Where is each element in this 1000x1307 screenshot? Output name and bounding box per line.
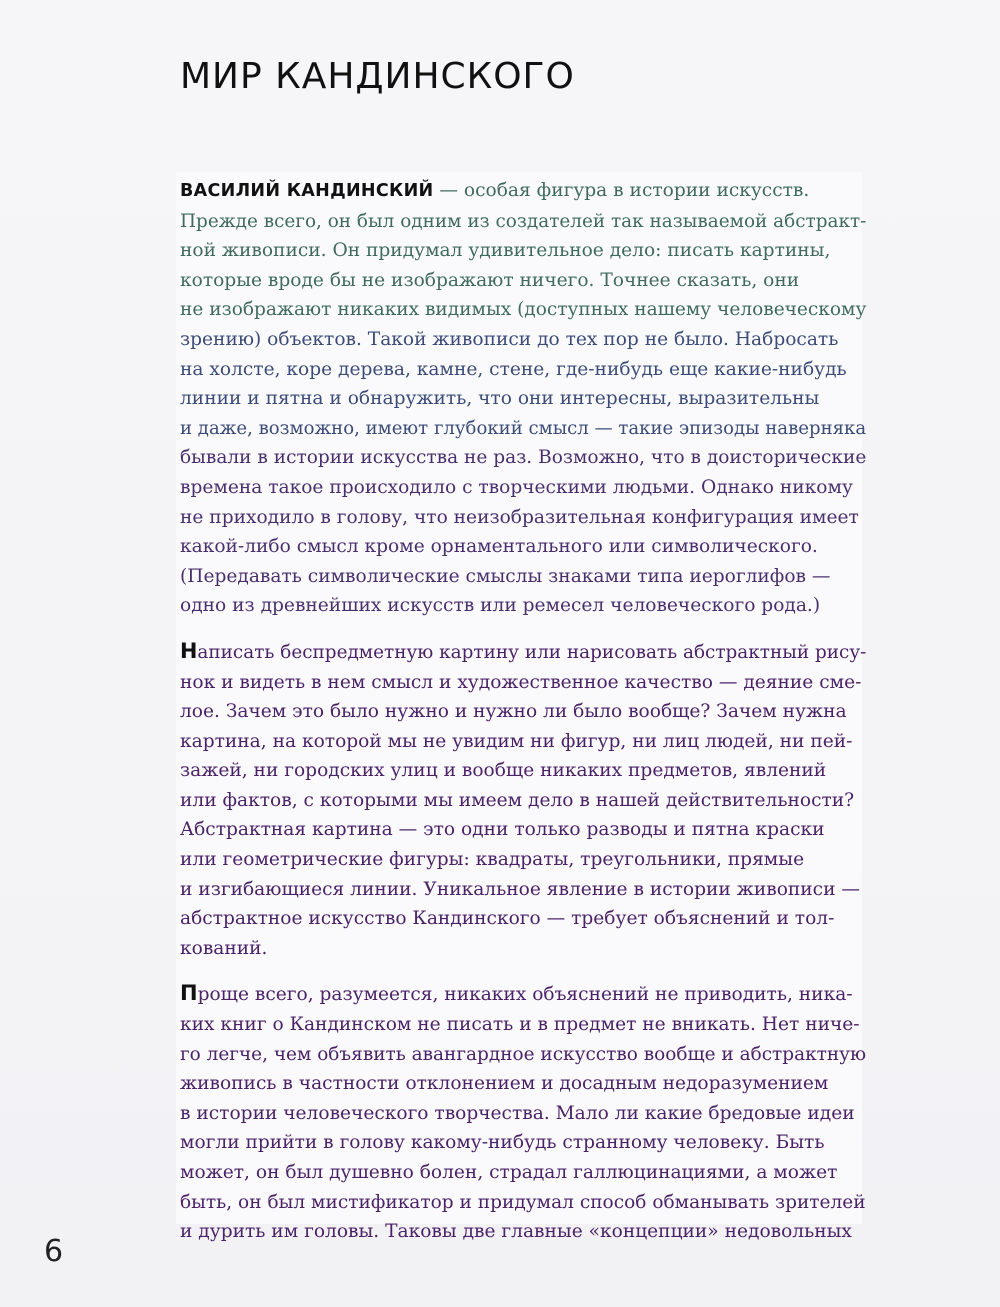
text-line xyxy=(180,637,867,668)
text-line xyxy=(180,979,870,1010)
text-line: картина, на которой мы не увидим ни фигур, ни лиц людей, ни пей- xyxy=(180,730,853,752)
text-line: могли прийти в голову какому-нибудь странному человеку. Быть xyxy=(180,1132,825,1154)
text-fragment: роще всего, разумеется, никаких объяснений не приводить, ника- xyxy=(197,984,853,1006)
body-text xyxy=(180,176,870,1247)
text-line: кований. xyxy=(180,937,268,959)
text-line: го легче, чем объявить авангардное искусство вообще и абстрактную xyxy=(180,1043,867,1065)
paragraph-1 xyxy=(180,176,870,621)
text-line: или фактов, с которыми мы имеем дело в нашей действительности? xyxy=(180,789,855,811)
text-line: (Передавать символические смыслы знаками типа иероглифов — xyxy=(180,565,831,587)
text-line: зрению) объектов. Такой живописи до тех пор не было. Набросать xyxy=(180,328,839,350)
text-line: на холсте, коре дерева, камне, стене, где-нибудь еще какие-нибудь xyxy=(180,358,847,380)
text-line: в истории человеческого творчества. Мало ли какие бредовые идеи xyxy=(180,1102,855,1124)
text-line xyxy=(180,176,870,207)
text-line: и дурить им головы. Таковы две главные «концепции» недовольных xyxy=(180,1221,852,1243)
initial-letter: П xyxy=(180,981,198,1006)
text-line: лое. Зачем это было нужно и нужно ли было вообще? Зачем нужна xyxy=(180,701,847,723)
text-line: ких книг о Кандинском не писать и в предмет не вникать. Нет ниче- xyxy=(180,1014,860,1036)
text-line: абстрактное искусство Кандинского — требует объяснений и тол- xyxy=(180,908,835,930)
text-line: линии и пятна и обнаружить, что они интересны, выразительны xyxy=(180,388,820,410)
text-line: может, он был душевно болен, страдал галлюцинациями, а может xyxy=(180,1162,838,1183)
text-line: времена такое происходило с творческими людьми. Однако никому xyxy=(180,476,853,498)
text-fragment: — особая фигура в истории искусств. xyxy=(433,180,810,201)
text-line: Абстрактная картина — это одни только разводы и пятна краски xyxy=(180,819,825,841)
text-line: одно из древнейших искусств или ремесел человеческого рода.) xyxy=(180,595,821,617)
text-line: которые вроде бы не изображают ничего. Точнее сказать, они xyxy=(180,269,800,291)
text-line: и изгибающиеся линии. Уникальное явление в истории живописи — xyxy=(180,878,860,900)
initial-letter: Н xyxy=(180,638,198,663)
chapter-title: МИР КАНДИНСКОГО xyxy=(180,56,575,97)
text-line: не изображают никаких видимых (доступных нашему человеческому xyxy=(180,299,867,321)
text-line: Прежде всего, он был одним из создателей так называемой абстракт- xyxy=(180,210,867,232)
paragraph-2 xyxy=(180,637,870,964)
text-line: и даже, возможно, имеют глубокий смысл — такие эпизоды наверняка xyxy=(180,417,867,439)
lead-name: ВАСИЛИЙ КАНДИНСКИЙ xyxy=(180,181,434,201)
paragraph-3 xyxy=(180,979,870,1246)
text-line: какой-либо смысл кроме орнаментального или символического. xyxy=(180,536,818,558)
text-fragment: аписать беспредметную картину или нарисовать абстрактный рису- xyxy=(197,641,867,663)
text-line: зажей, ни городских улиц и вообще никаких предметов, явлений xyxy=(180,760,827,782)
text-line: бывали в истории искусства не раз. Возможно, что в доисторические xyxy=(180,447,867,469)
text-line: не приходило в голову, что неизобразительная конфигурация имеет xyxy=(180,506,859,528)
text-line: быть, он был мистификатор и придумал способ обманывать зрителей xyxy=(180,1191,866,1213)
page-number: 6 xyxy=(44,1234,64,1269)
text-line: или геометрические фигуры: квадраты, треугольники, прямые xyxy=(180,849,805,871)
text-line: ной живописи. Он придумал удивительное дело: писать картины, xyxy=(180,240,831,262)
text-line: живопись в частности отклонением и досадным недоразумением xyxy=(180,1073,829,1095)
text-line: нок и видеть в нем смысл и художественное качество — деяние сме- xyxy=(180,671,862,693)
